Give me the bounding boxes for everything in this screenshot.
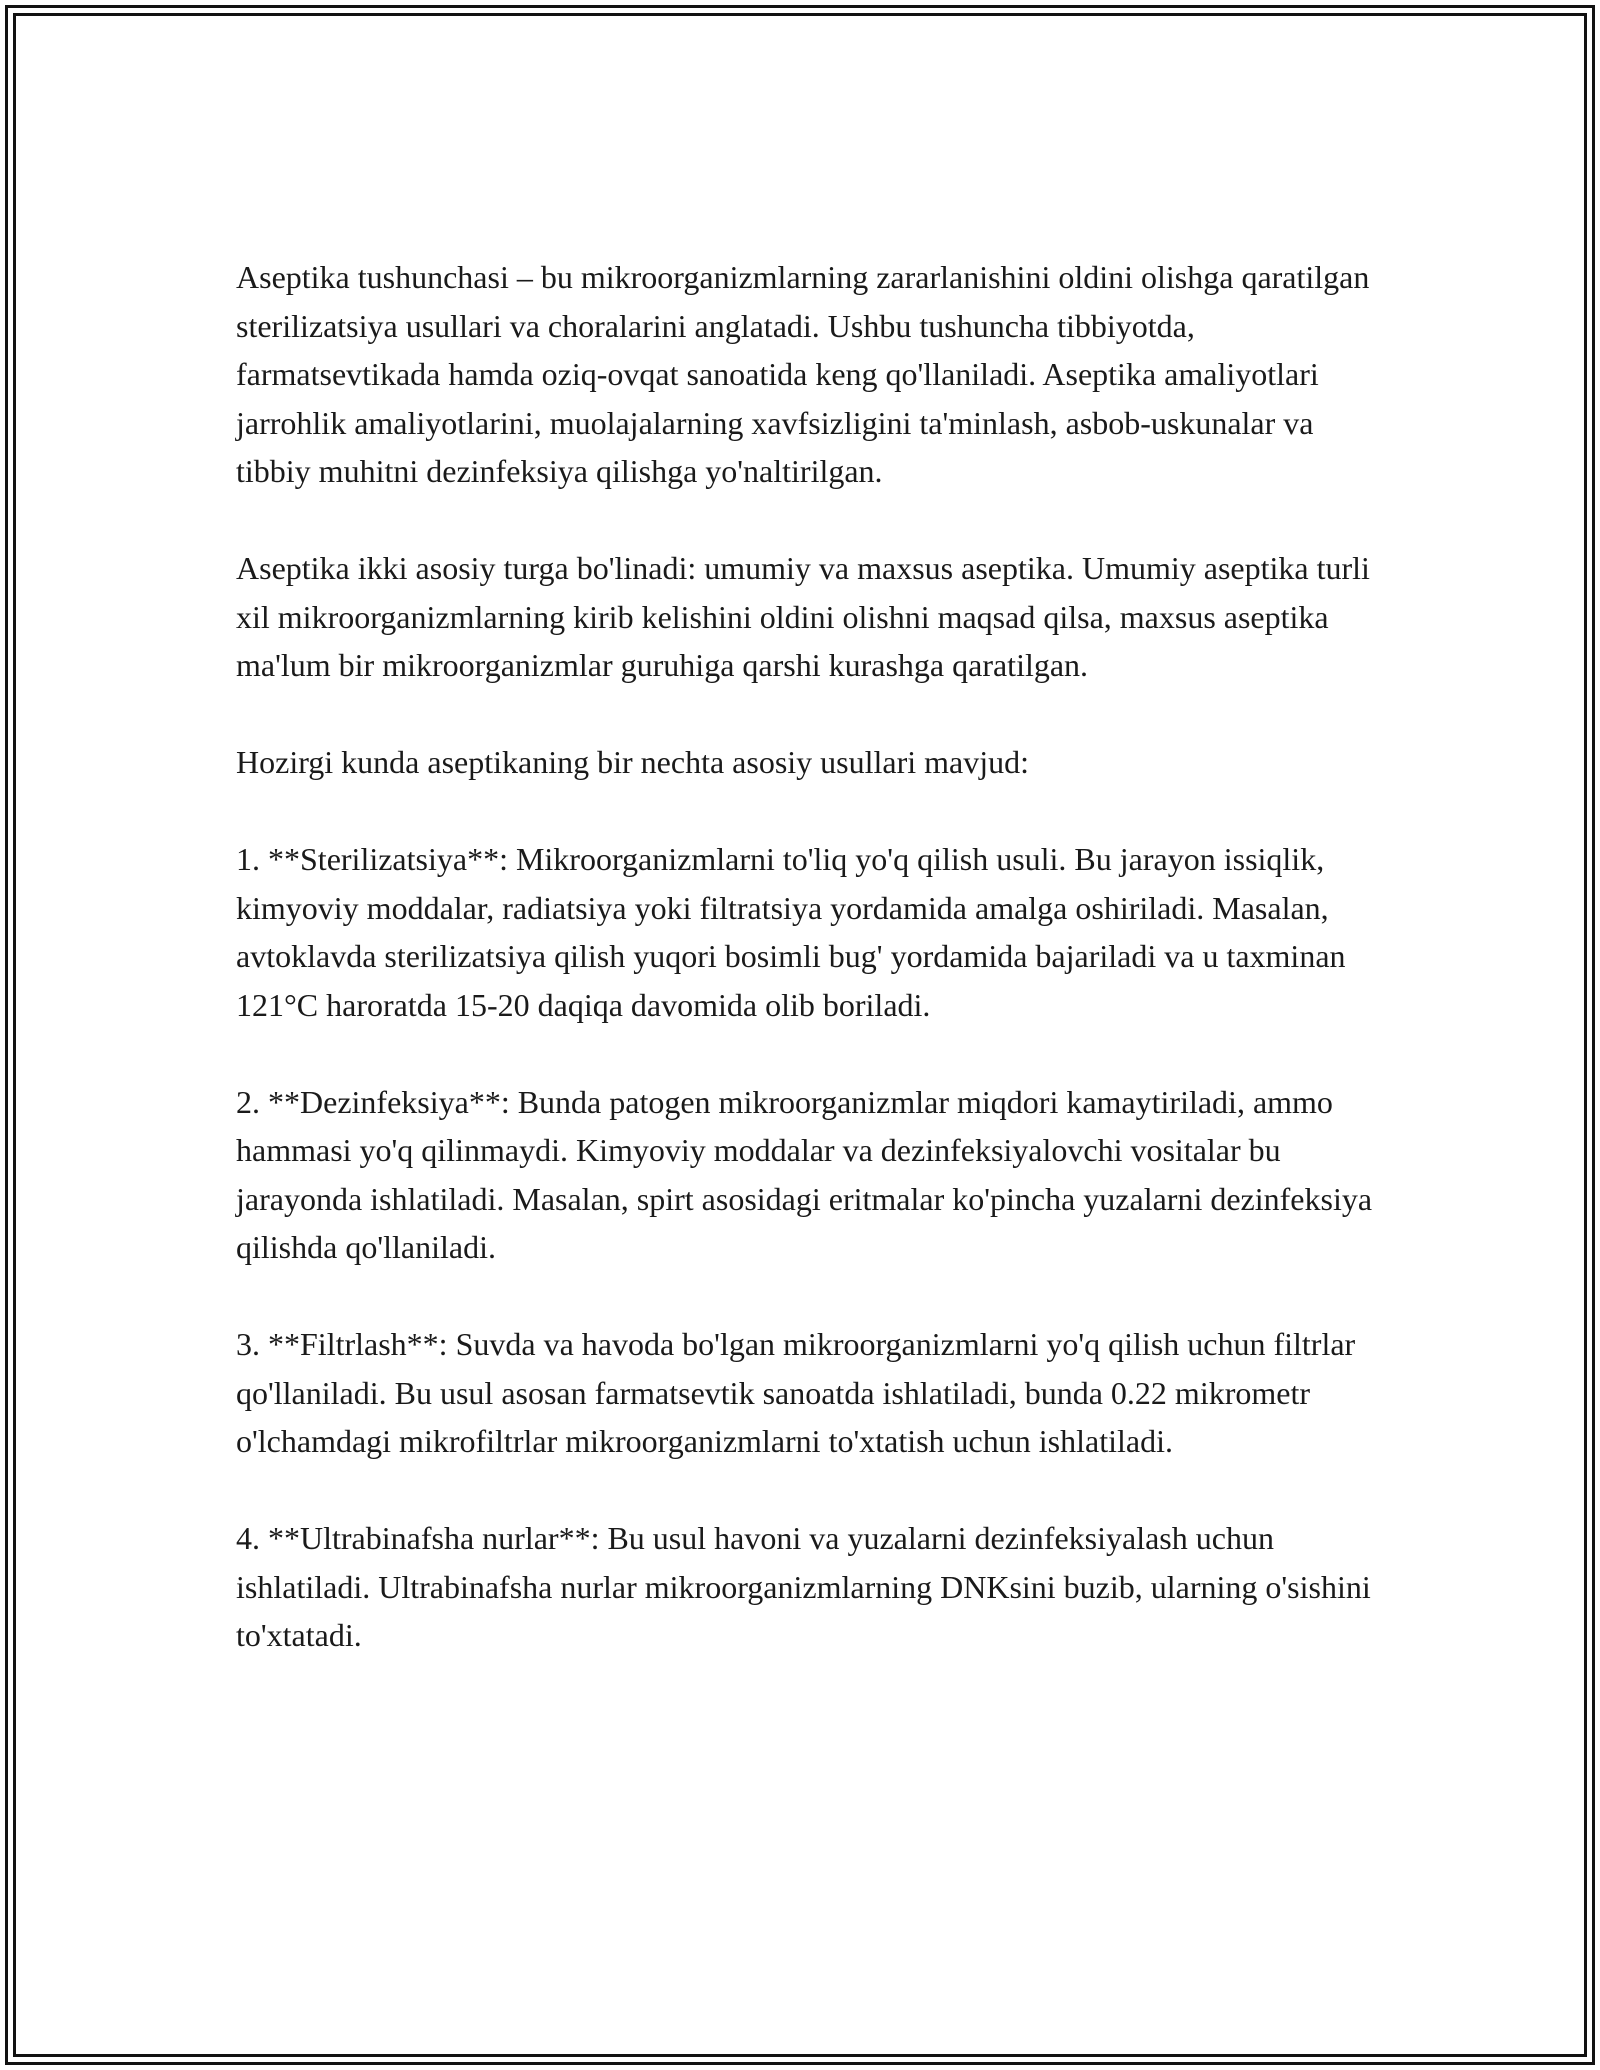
list-item-sterilization: 1. **Sterilizatsiya**: Mikroorganizmlarni to'liq yo'q qilish usuli. Bu jarayon issiqlik, kimyoviy moddalar, radiatsiya yoki filtratsiya yordamida amalga oshiriladi. Masalan, avtoklavda sterilizatsiya qilish yuqori bosimli bug' yordamida bajariladi va u taxminan 121°C haroratda 15-20 daqiqa davomida olib boriladi. — [236, 841, 1346, 1023]
paragraph-types: Aseptika ikki asosiy turga bo'linadi: umumiy va maxsus aseptika. Umumiy aseptika turli xil mikroorganizmlarning kirib kelishini oldini olishni maqsad qilsa, maxsus aseptika ma'lum bir mikroorganizmlar guruhiga qarshi kurashga qaratilgan. — [236, 550, 1370, 683]
document-body — [236, 253, 1376, 1708]
paragraph-methods-intro: Hozirgi kunda aseptikaning bir nechta asosiy usullari mavjud: — [236, 744, 1030, 780]
list-item-disinfection: 2. **Dezinfeksiya**: Bunda patogen mikroorganizmlar miqdori kamaytiriladi, ammo hammasi yo'q qilinmaydi. Kimyoviy moddalar va dezinfeksiyalovchi vositalar bu jarayonda ishlatiladi. Masalan, spirt asosidagi eritmalar ko'pincha yuzalarni dezinfeksiya qilishda qo'llaniladi. — [236, 1083, 1373, 1265]
paragraph-intro: Aseptika tushunchasi – bu mikroorganizmlarning zararlanishini oldini olishga qaratilgan sterilizatsiya usullari va choralarini anglatadi. Ushbu tushuncha tibbiyotda, farmatsevtikada hamda oziq-ovqat sanoatida keng qo'llaniladi. Aseptika amaliyotlari jarrohlik amaliyotlarini, muolajalarning xavfsizligini ta'minlash, asbob-uskunalar va tibbiy muhitni dezinfeksiya qilishga yo'naltirilgan. — [236, 259, 1370, 489]
list-item-filtration: 3. **Filtrlash**: Suvda va havoda bo'lgan mikroorganizmlarni yo'q qilish uchun filtrlar qo'llaniladi. Bu usul asosan farmatsevtik sanoatda ishlatiladi, bunda 0.22 mikrometr o'lchamdagi mikrofiltrlar mikroorganizmlarni to'xtatish uchun ishlatiladi. — [236, 1326, 1356, 1459]
list-item-ultraviolet: 4. **Ultrabinafsha nurlar**: Bu usul havoni va yuzalarni dezinfeksiyalash uchun ishlatiladi. Ultrabinafsha nurlar mikroorganizmlarning DNKsini buzib, ularning o'sishini to'xtatadi. — [236, 1520, 1371, 1653]
